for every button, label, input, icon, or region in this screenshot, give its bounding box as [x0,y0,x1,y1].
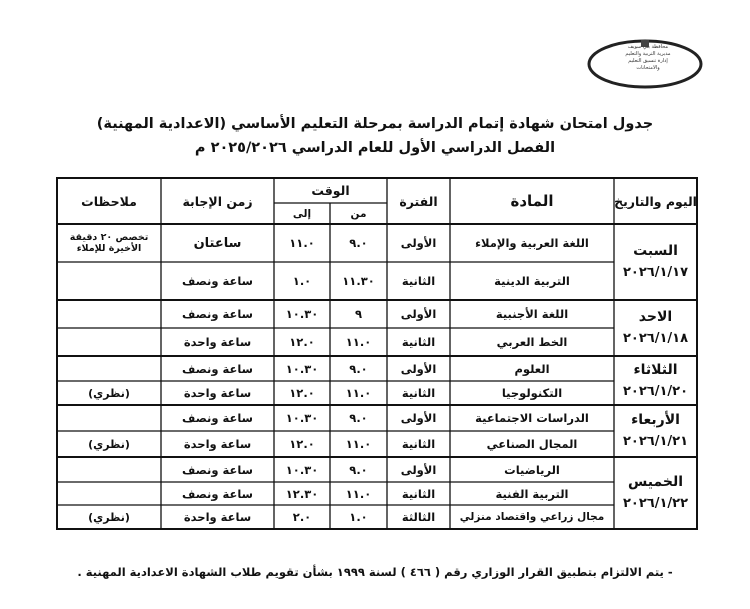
time-from-cell: ٩.٠ [349,462,368,477]
period-cell: الأولى [400,411,437,425]
time-from-cell: ٩.٠ [349,236,368,250]
note-cell [59,328,159,356]
logo-line-2: مديرية التربية والتعليم [625,51,671,57]
period-cell: الثانية [401,486,436,501]
header-time-to: إلى [292,207,312,220]
time-from-cell: ١١.٣٠ [342,274,375,288]
note-cell [59,457,159,482]
note-cell: (نظري) [88,386,130,400]
period-cell: الثالثة [401,510,436,524]
subject-cell: التربية الفنية [495,486,569,501]
subject-cell: المجال الصناعي [486,437,578,451]
header-subject: المادة [510,192,554,210]
time-to-cell: ١٠.٣٠ [285,307,319,321]
time-from-cell: ١١.٠ [345,486,372,501]
duration-cell: ساعة ونصف [182,462,253,477]
subject-cell: اللغة الأجنبية [495,307,569,321]
period-cell: الأولى [400,462,437,477]
header-time: الوقت [311,183,350,198]
duration-cell: ساعة واحدة [183,510,252,524]
time-from-cell: ١١.٠ [345,335,372,349]
note-cell [59,300,159,328]
time-from-cell: ٩.٠ [349,411,368,425]
day-cell [614,224,697,300]
period-cell: الأولى [400,236,437,250]
duration-cell: ساعتان [193,235,242,251]
duration-cell: ساعة ونصف [182,274,253,288]
day-cell [614,405,697,457]
time-to-cell: ١٢.٣٠ [285,486,319,501]
header-period: الفترة [399,193,438,209]
note-cell: تخصص ٢٠ دقيقة الأخيرة للإملاء [69,232,149,254]
subject-cell: العلوم [514,361,550,376]
duration-cell: ساعة ونصف [182,361,253,376]
day-cell [614,457,697,529]
time-to-cell: ١٠.٣٠ [285,411,319,425]
logo-line-3: إدارة تنسيق التعليم والامتحانات [628,58,668,71]
duration-cell: ساعة ونصف [182,411,253,425]
day-date: ٢٠٢٦/١/١٨ [622,331,689,346]
duration-cell: ساعة واحدة [183,335,252,349]
time-to-cell: ١١.٠ [289,236,315,250]
time-to-cell: ١٢.٠ [289,437,315,451]
time-to-cell: ١٢.٠ [289,386,315,400]
header-duration: زمن الإجابة [182,193,253,209]
period-cell: الثانية [401,335,436,349]
note-cell [59,356,159,381]
header-time-from: من [350,207,367,220]
subject-cell: الدراسات الاجتماعية [475,411,589,425]
note-cell [59,405,159,431]
day-date: ٢٠٢٦/١/٢٠ [622,383,689,399]
day-name: الثلاثاء [633,361,678,378]
header-day: اليوم والتاريخ [614,193,697,209]
day-name: الأربعاء [631,412,680,428]
time-from-cell: ١١.٠ [345,437,372,451]
page-title: جدول امتحان شهادة إتمام الدراسة بمرحلة التعليم الأساسي (الاعدادية المهنية) [96,116,654,132]
time-to-cell: ١٠.٣٠ [285,361,319,376]
day-name: الخميس [627,474,684,490]
note-cell: (نظري) [88,510,130,524]
period-cell: الأولى [400,307,437,321]
time-to-cell: ١٠.٣٠ [285,462,319,477]
period-cell: الثانية [401,437,436,451]
period-cell: الثانية [401,386,436,400]
day-date: ٢٠٢٦/١/٢١ [622,434,689,449]
day-date: ٢٠٢٦/١/٢٢ [622,496,689,511]
time-to-cell: ١٢.٠ [289,335,315,349]
footer-note: - يتم الالتزام بتطبيق القرار الوزاري رقم ( ٤٦٦ ) لسنة ١٩٩٩ بشأن تقويم طلاب الشهادة الاعدادية المهنية . [77,565,673,579]
note-cell [59,262,159,300]
subject-cell: الرياضيات [504,462,560,477]
duration-cell: ساعة واحدة [183,386,252,400]
time-from-cell: ٩ [354,307,363,321]
subject-cell: التربية الدينية [494,274,570,288]
day-cell [614,356,697,405]
duration-cell: ساعة واحدة [183,437,252,451]
subject-cell: مجال زراعي واقتصاد منزلي [459,511,605,523]
note-cell: (نظري) [88,437,130,451]
day-name: السبت [633,243,678,259]
time-to-cell: ١.٠ [292,274,312,288]
time-from-cell: ٩.٠ [349,361,368,376]
time-from-cell: ١.٠ [349,510,368,524]
time-from-cell: ١١.٠ [345,386,372,400]
subject-cell: التكنولوجيا [501,386,563,400]
period-cell: الثانية [401,274,436,288]
period-cell: الأولى [400,361,437,376]
subject-cell: اللغة العربية والإملاء [475,236,589,250]
time-to-cell: ٢.٠ [292,510,312,524]
subject-cell: الخط العربي [496,335,568,349]
day-date: ٢٠٢٦/١/١٧ [622,265,689,280]
duration-cell: ساعة ونصف [182,486,253,501]
header-notes: ملاحظات [81,193,137,209]
logo-line-1: محافظة بني سويف [627,44,669,50]
day-name: الاحد [638,309,673,325]
day-cell [614,300,697,356]
note-cell [59,482,159,505]
duration-cell: ساعة ونصف [182,307,253,321]
page-subtitle: الفصل الدراسي الأول للعام الدراسي ٢٠٢٥/٢٠٢٦ م [194,140,556,156]
